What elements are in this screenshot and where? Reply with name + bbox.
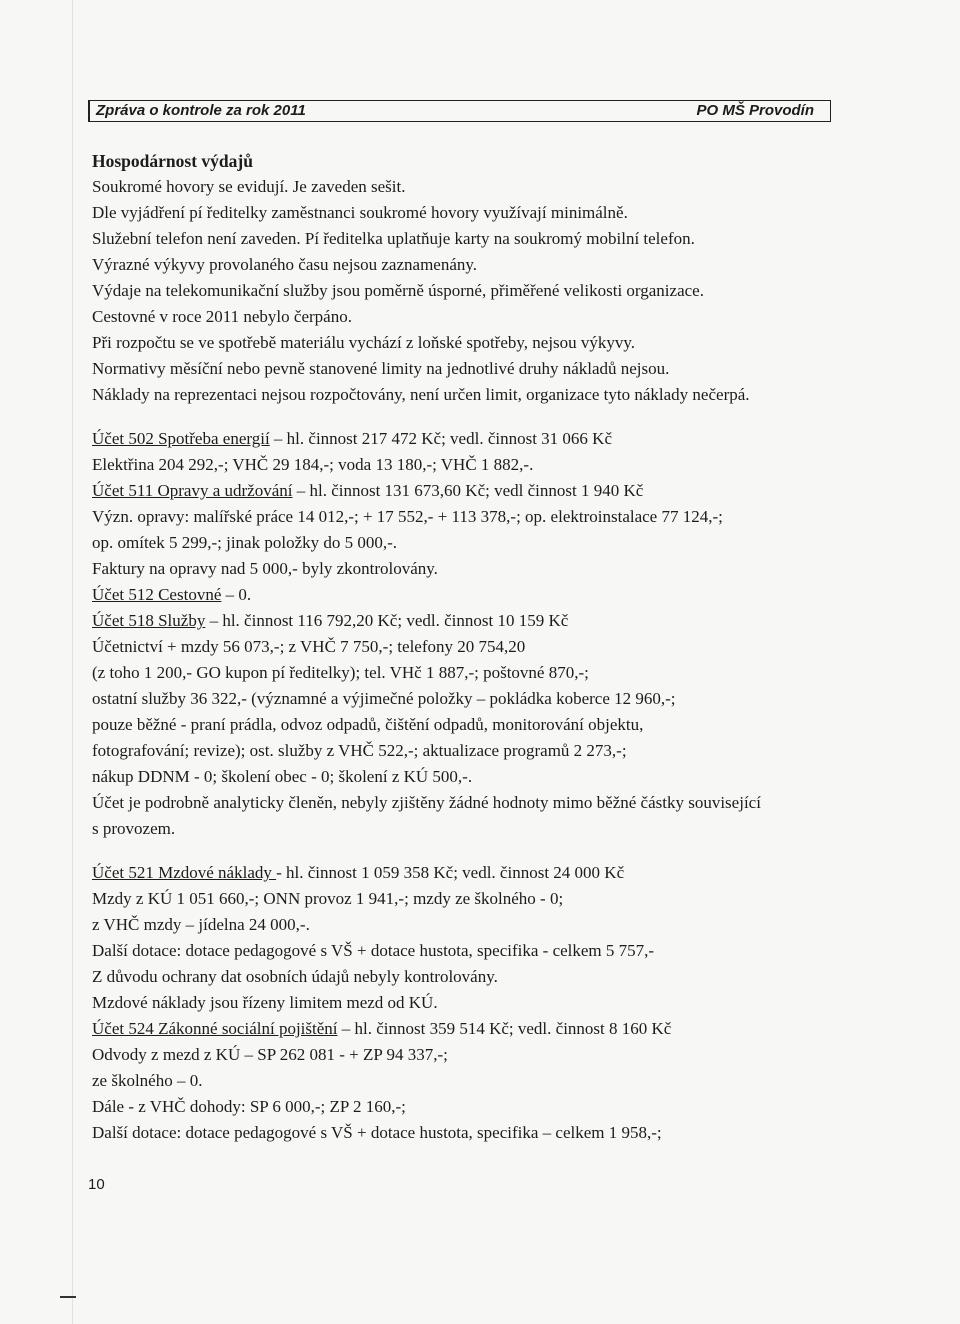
line-text: Mzdy z KÚ 1 051 660,-; ONN provoz 1 941,-; mzdy ze školného - 0; — [92, 889, 564, 908]
header-title: Zpráva o kontrole za rok 2011 — [96, 102, 306, 119]
line-text: op. omítek 5 299,-; jinak položky do 5 000,-. — [92, 533, 398, 552]
line-text: Účetnictví + mzdy 56 073,-; z VHČ 7 750,-; telefony 20 754,20 — [92, 637, 526, 656]
account-label: Účet 512 Cestovné — [92, 585, 222, 604]
page-header — [88, 100, 831, 122]
text-line — [92, 636, 525, 658]
line-text: Náklady na reprezentaci nejsou rozpočtovány, není určen limit, organizace tyto náklady nečerpá. — [92, 385, 750, 404]
line-text: – hl. činnost 116 792,20 Kč; vedl. činnost 10 159 Kč — [205, 611, 569, 630]
account-label: Účet 521 Mzdové náklady — [92, 863, 277, 882]
line-text: Z důvodu ochrany dat osobních údajů nebyly kontrolovány. — [92, 967, 498, 986]
text-line — [92, 332, 635, 354]
line-text: nákup DDNM - 0; školení obec - 0; školení z KÚ 500,-. — [92, 767, 473, 786]
text-line — [92, 610, 568, 632]
scan-edge — [72, 0, 73, 1324]
line-text: (z toho 1 200,- GO kupon pí ředitelky); tel. VHč 1 887,-; poštovné 870,-; — [92, 663, 589, 682]
line-text: Účet je podrobně analyticky členěn, nebyly zjištěny žádné hodnoty mimo běžné částky související — [92, 793, 761, 812]
line-text: – hl. činnost 131 673,60 Kč; vedl činnost 1 940 Kč — [292, 481, 644, 500]
text-line — [92, 1070, 202, 1092]
account-label: Účet 518 Služby — [92, 611, 206, 630]
line-text: – 0. — [221, 585, 252, 604]
text-line — [92, 992, 438, 1014]
text-line — [92, 506, 723, 528]
text-line — [92, 914, 310, 936]
text-line — [92, 280, 704, 302]
text-line — [92, 228, 695, 250]
text-line — [92, 306, 352, 328]
text-line — [92, 792, 761, 814]
section-heading — [92, 150, 253, 172]
text-line — [92, 428, 612, 450]
account-label: Účet 502 Spotřeba energií — [92, 429, 270, 448]
line-text: Soukromé hovory se evidují. Je zaveden sešit. — [92, 177, 406, 196]
text-line — [92, 940, 654, 962]
text-line — [92, 1018, 671, 1040]
line-text: pouze běžné - praní prádla, odvoz odpadů, čištění odpadů, monitorování objektu, — [92, 715, 644, 734]
line-text: – hl. činnost 217 472 Kč; vedl. činnost 31 066 Kč — [269, 429, 612, 448]
account-label: Účet 511 Opravy a udržování — [92, 481, 293, 500]
page-number: 10 — [88, 1176, 105, 1193]
line-text: - hl. činnost 1 059 358 Kč; vedl. činnost 24 000 Kč — [276, 863, 625, 882]
line-text: Dále - z VHČ dohody: SP 6 000,-; ZP 2 160,-; — [92, 1097, 406, 1116]
scan-mark — [60, 1296, 76, 1298]
account-label: Účet 524 Zákonné sociální pojištění — [92, 1019, 338, 1038]
text-line — [92, 966, 498, 988]
text-line — [92, 740, 627, 762]
line-text: Normativy měsíční nebo pevně stanovené limity na jednotlivé druhy nákladů nejsou. — [92, 359, 670, 378]
line-text: ze školného – 0. — [92, 1071, 203, 1090]
line-text: fotografování; revize); ost. služby z VHČ 522,-; aktualizace programů 2 273,-; — [92, 741, 627, 760]
text-line — [92, 202, 628, 224]
text-line — [92, 1096, 406, 1118]
line-text: z VHČ mzdy – jídelna 24 000,-. — [92, 915, 310, 934]
line-text: s provozem. — [92, 819, 176, 838]
text-line — [92, 688, 676, 710]
line-text: Výrazné výkyvy provolaného času nejsou zaznamenány. — [92, 255, 478, 274]
line-text: Odvody z mezd z KÚ – SP 262 081 - + ZP 94 337,-; — [92, 1045, 448, 1064]
line-text: Při rozpočtu se ve spotřebě materiálu vychází z loňské spotřeby, nejsou výkyvy. — [92, 333, 636, 352]
line-text: Faktury na opravy nad 5 000,- byly zkontrolovány. — [92, 559, 438, 578]
line-text: Mzdové náklady jsou řízeny limitem mezd od KÚ. — [92, 993, 438, 1012]
header-organization: PO MŠ Provodín — [696, 102, 814, 119]
line-text: ostatní služby 36 322,- (významné a výjimečné položky – pokládka koberce 12 960,-; — [92, 689, 676, 708]
line-text: Dle vyjádření pí ředitelky zaměstnanci soukromé hovory využívají minimálně. — [92, 203, 628, 222]
text-line — [92, 454, 533, 476]
line-text: – hl. činnost 359 514 Kč; vedl. činnost 8 160 Kč — [337, 1019, 672, 1038]
text-line — [92, 888, 563, 910]
line-text: Význ. opravy: malířské práce 14 012,-; + 17 552,- + 113 378,-; op. elektroinstalace 77 124,-; — [92, 507, 723, 526]
text-line — [92, 714, 643, 736]
line-text: Služební telefon není zaveden. Pí ředitelka uplatňuje karty na soukromý mobilní telefon. — [92, 229, 695, 248]
line-text: Další dotace: dotace pedagogové s VŠ + dotace hustota, specifika – celkem 1 958,-; — [92, 1123, 662, 1142]
text-line — [92, 766, 472, 788]
text-line — [92, 480, 643, 502]
text-line — [92, 384, 750, 406]
text-line — [92, 176, 406, 198]
text-line — [92, 558, 438, 580]
text-line — [92, 1122, 662, 1144]
text-line — [92, 532, 397, 554]
text-line — [92, 254, 477, 276]
line-text: Výdaje na telekomunikační služby jsou poměrně úsporné, přiměřené velikosti organizace. — [92, 281, 704, 300]
text-line — [92, 662, 589, 684]
line-text: Elektřina 204 292,-; VHČ 29 184,-; voda 13 180,-; VHČ 1 882,-. — [92, 455, 534, 474]
text-line — [92, 862, 624, 884]
text-line — [92, 584, 251, 606]
line-text: Další dotace: dotace pedagogové s VŠ + dotace hustota, specifika - celkem 5 757,- — [92, 941, 655, 960]
line-text: Hospodárnost výdajů — [92, 151, 253, 171]
text-line — [92, 358, 669, 380]
line-text: Cestovné v roce 2011 nebylo čerpáno. — [92, 307, 352, 326]
text-line — [92, 818, 175, 840]
text-line — [92, 1044, 448, 1066]
